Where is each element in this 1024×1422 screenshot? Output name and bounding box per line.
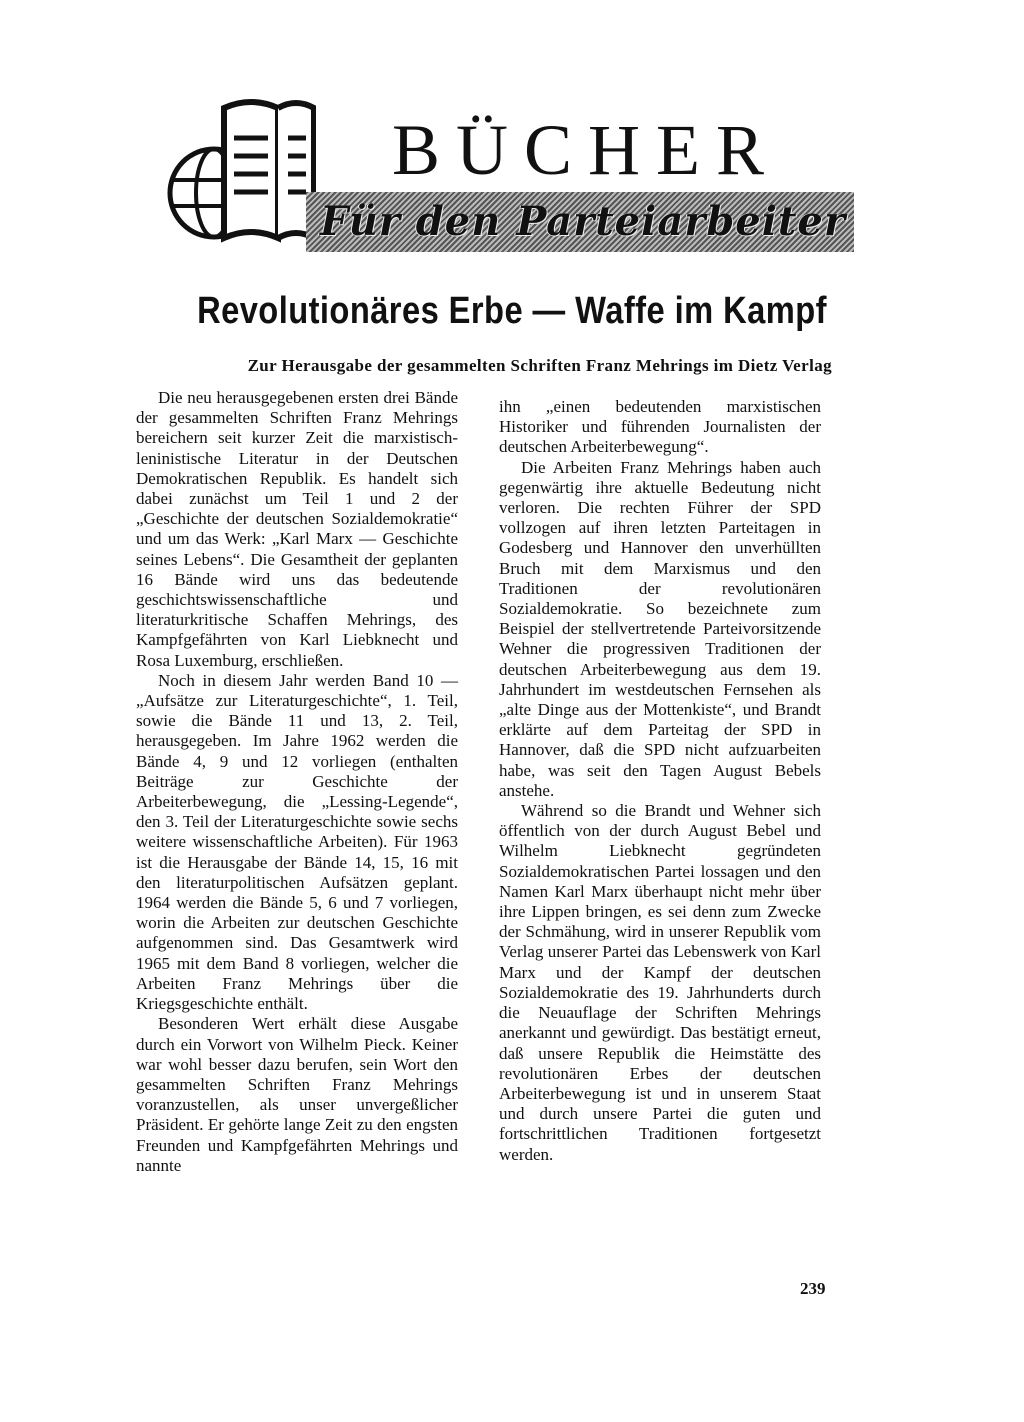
header-banner (306, 192, 854, 252)
paragraph: Die neu herausgegebenen ersten drei Bände der gesammelten Schriften Franz Mehrings bereichern seit kurzer Zeit die marxistisch-leninistische Literatur in der Deutschen Demokratischen Republik. Es handelt sich dabei zunächst um Teil 1 und 2 der „Geschichte der deutschen Sozialdemokratie“ und um das Werk: „Karl Marx — Geschichte seines Lebens“. Die Gesamtheit der geplanten 16 Bände wird uns das bedeutende geschichtswissenschaftliche und literaturkritische Schaffen Mehrings, des Kampfgefährten von Karl Liebknecht und Rosa Luxemburg, erschließen. (136, 388, 458, 670)
article-right-column (499, 397, 821, 1165)
page-number: 239 (800, 1279, 826, 1298)
article-left-column (136, 388, 458, 1176)
header-title: BÜCHER (392, 110, 781, 190)
article-headline: Revolutionäres Erbe — Waffe im Kampf (197, 290, 827, 332)
paragraph: ihn „einen bedeutenden marxistischen Historiker und führenden Journalisten der deutschen Arbeiterbewegung“. (499, 397, 821, 457)
books-section-header (166, 88, 856, 258)
paragraph: Besonderen Wert erhält diese Ausgabe durch ein Vorwort von Wilhelm Pieck. Keiner war wohl besser dazu berufen, sein Wort den gesammelten Schriften Franz Mehrings voranzustellen, als unser unvergeßlicher Präsident. Er gehörte lange Zeit zu den engsten Freunden und Kampfgefährten Mehrings und nannte (136, 1014, 458, 1175)
header-banner-text: Für den Parteiarbeiter (320, 198, 846, 245)
paragraph: Die Arbeiten Franz Mehrings haben auch gegenwärtig ihre aktuelle Bedeutung nicht verloren. Die rechten Führer der SPD vollzogen auf ihren letzten Parteitagen in Godesberg und Hannover den unverhüllten Bruch mit dem Marxismus und den Traditionen der revolutionären Sozialdemokratie. So bezeichnete zum Beispiel der stellvertretende Parteivorsitzende Wehner die progressiven Traditionen der deutschen Arbeiterbewegung aus dem 19. Jahrhundert im westdeutschen Fernsehen als „alte Dinge aus der Mottenkiste“, und Brandt erklärte auf dem Parteitag der SPD in Hannover, daß die SPD nicht aufzuarbeiten habe, was seit den Tagen August Bebels anstehe. (499, 457, 821, 800)
paragraph: Während so die Brandt und Wehner sich öffentlich von der durch August Bebel und Wilhelm Liebknecht gegründeten Sozialdemokratischen Partei lossagen und den Namen Karl Marx überhaupt nicht mehr über ihre Lippen bringen, es sei denn zum Zwecke der Schmähung, wird in unserer Republik vom Verlag unserer Partei das Lebenswerk von Karl Marx und der Kampf der deutschen Sozialdemokratie des 19. Jahrhunderts durch die Neuauflage der Schriften Mehrings anerkannt und gewürdigt. Das bestätigt erneut, daß unsere Republik die Heimstätte des revolutionären Erbes der deutschen Arbeiterbewegung ist und in unserem Staat und durch unsere Partei die guten und fortschrittlichen Traditionen fortgesetzt werden. (499, 801, 821, 1164)
article-subheadline: Zur Herausgabe der gesammelten Schriften Franz Mehrings im Dietz Verlag (247, 356, 832, 375)
book-globe-logo-icon (166, 88, 316, 258)
paragraph: Noch in diesem Jahr werden Band 10 — „Aufsätze zur Literaturgeschichte“, 1. Teil, sowie die Bände 11 und 13, 2. Teil, herausgegeben. Im Jahre 1962 werden die Bände 4, 9 und 12 vorliegen (enthalten Beiträge zur Geschichte der Arbeiterbewegung, die „Lessing-Legende“, den 3. Teil der Literaturgeschichte sowie sechs weitere wissenschaftliche Arbeiten). Für 1963 ist die Herausgabe der Bände 14, 15, 16 mit den literaturpolitischen Aufsätzen geplant. 1964 werden die Bände 5, 6 und 7 vorliegen, worin die Arbeiten zur deutschen Geschichte aufgenommen sind. Das Gesamtwerk wird 1965 mit dem Band 8 vorliegen, welcher die Arbeiten Franz Mehrings über die Kriegsgeschichte enthält. (136, 670, 458, 1014)
